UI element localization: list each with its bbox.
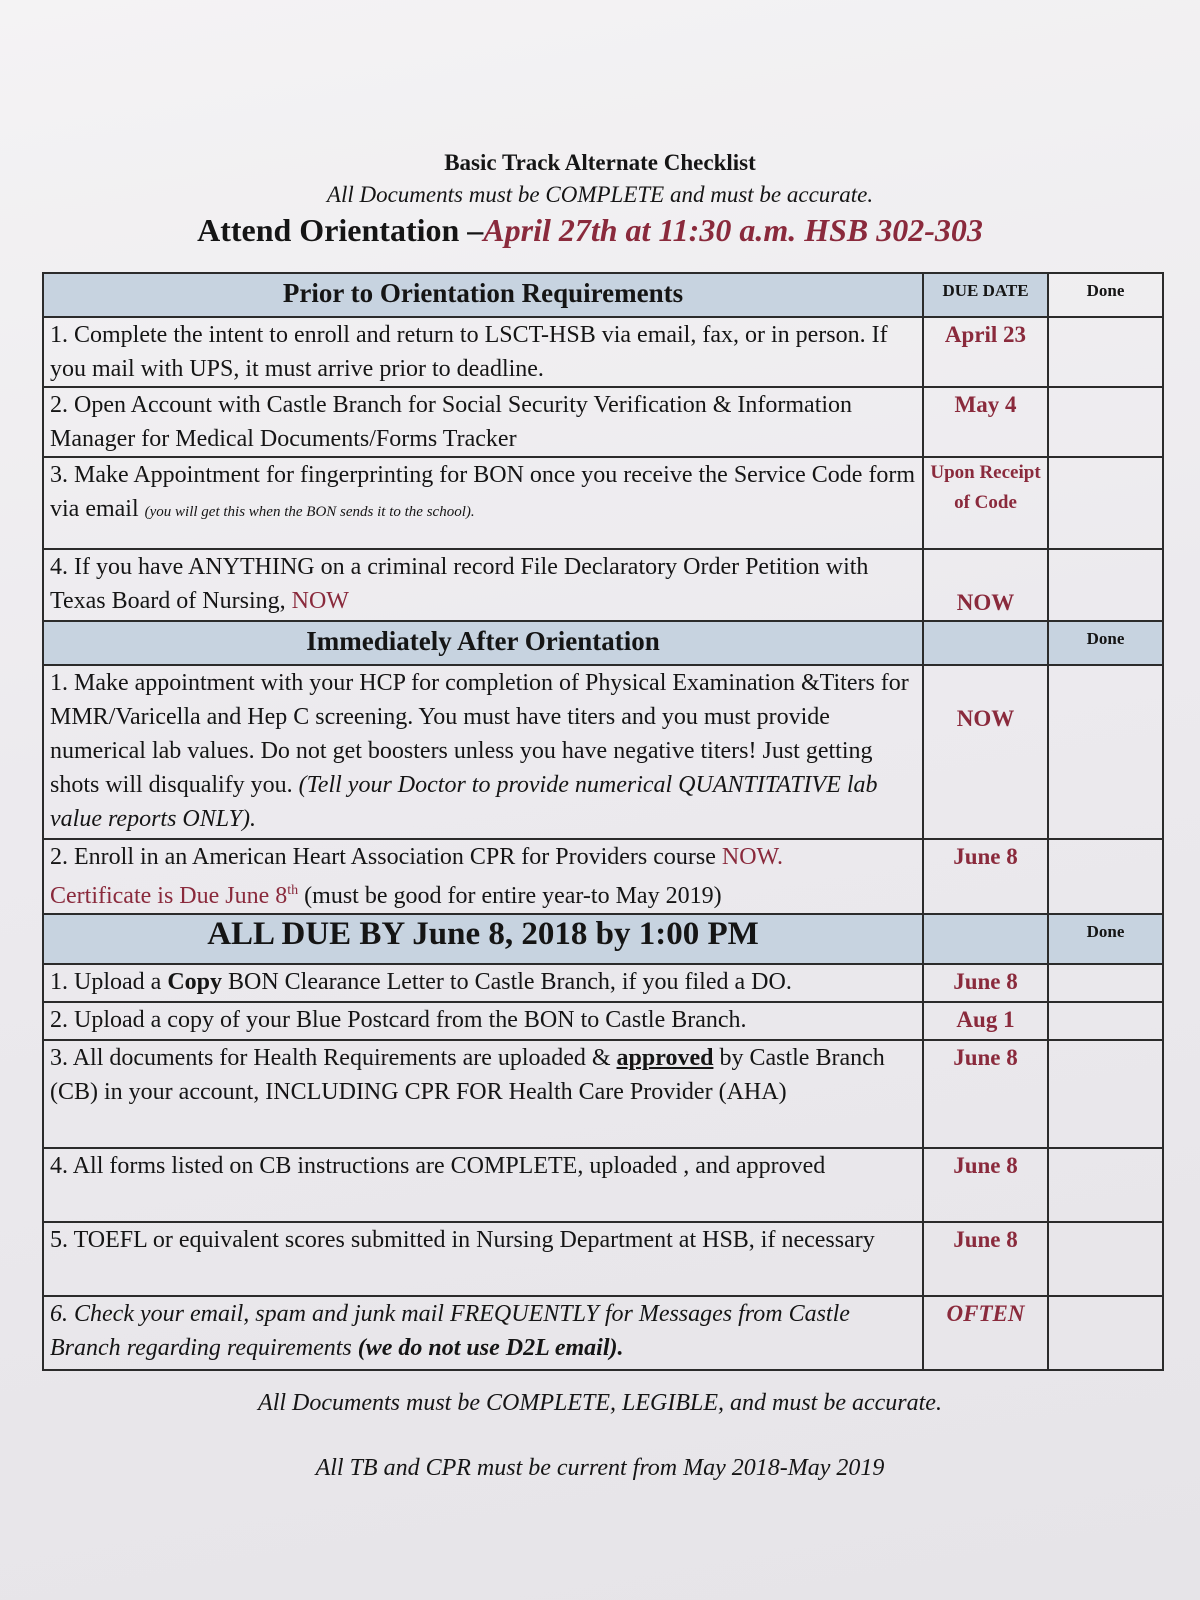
item-text: Open Account with Castle Branch for Social Security Verification & Information Manager for Medical Documents/Forms Tracker — [50, 392, 853, 452]
item-number: 5. — [50, 1227, 68, 1253]
section-header — [43, 273, 1163, 317]
item-number: 2. — [50, 844, 68, 870]
footer-note-documents: All Documents must be COMPLETE, LEGIBLE, and must be accurate. — [258, 1390, 942, 1416]
done-checkbox[interactable] — [1048, 1040, 1163, 1148]
certificate-due-suffix: th — [287, 883, 299, 898]
certificate-note: (must be good for entire year-to May 2019) — [298, 883, 722, 909]
table-row — [43, 839, 1163, 914]
table-row — [43, 457, 1163, 549]
item-number: 3. — [50, 462, 68, 488]
due-date: Upon Receipt of Code — [923, 457, 1048, 549]
due-date: NOW — [923, 665, 1048, 839]
section-title: Prior to Orientation Requirements — [43, 273, 923, 317]
done-checkbox[interactable] — [1048, 1296, 1163, 1370]
requirements-table — [42, 272, 1164, 1371]
item-text: TOEFL or equivalent scores submitted in Nursing Department at HSB, if necessary — [73, 1227, 875, 1253]
requirement-text — [43, 457, 923, 549]
due-date: June 8 — [923, 1040, 1048, 1148]
item-text-highlight: NOW. — [721, 844, 783, 870]
requirement-text — [43, 1002, 923, 1040]
item-number: 6. — [50, 1301, 68, 1327]
item-text: Make appointment with your HCP for completion of Physical Examination &Titers for MMR/Varicella and Hep C screening. You must have titers and you must provide numerical lab values. Do not get boosters unless you have negative titers! Just getting shots will disqualify you. — [50, 670, 909, 798]
done-header: Done — [1048, 914, 1163, 964]
done-checkbox[interactable] — [1048, 665, 1163, 839]
item-number: 1. — [50, 969, 68, 995]
item-text-bold: (we do not use D2L email). — [357, 1335, 624, 1361]
section-title: ALL DUE BY June 8, 2018 by 1:00 PM — [43, 914, 923, 964]
due-date: June 8 — [923, 839, 1048, 914]
item-text: Upload a — [74, 969, 162, 995]
orientation-label: Attend Orientation – — [197, 212, 484, 248]
item-text-underlined: approved — [616, 1045, 714, 1071]
due-date: Aug 1 — [923, 1002, 1048, 1040]
requirement-text — [43, 1222, 923, 1296]
item-number: 1. — [50, 670, 68, 696]
certificate-due-text: Certificate is Due June 8 — [50, 883, 288, 909]
section-header — [43, 621, 1163, 665]
item-number: 2. — [50, 392, 68, 418]
due-date: June 8 — [923, 1148, 1048, 1222]
orientation-detail: April 27th at 11:30 a.m. HSB 302-303 — [483, 212, 983, 248]
item-note: (you will get this when the BON sends it to the school). — [144, 504, 475, 520]
done-checkbox[interactable] — [1048, 1002, 1163, 1040]
table-row — [43, 964, 1163, 1002]
orientation-line — [0, 212, 1190, 249]
due-date: June 8 — [923, 964, 1048, 1002]
footer-note-tb-cpr: All TB and CPR must be current from May 2018-May 2019 — [315, 1455, 885, 1481]
due-date: May 4 — [923, 387, 1048, 457]
item-text: Check your email, spam and junk mail FREQUENTLY for Messages from Castle Branch regarding requirements — [50, 1301, 850, 1361]
item-number: 2. — [50, 1007, 68, 1033]
item-note: (Tell your Doctor to provide numerical QUANTITATIVE lab value reports ONLY). — [50, 772, 878, 832]
table-row — [43, 1002, 1163, 1040]
table-row — [43, 1148, 1163, 1222]
section-header — [43, 914, 1163, 964]
item-number: 3. — [50, 1045, 68, 1071]
item-text-bold: Copy — [167, 969, 222, 995]
due-date: OFTEN — [923, 1296, 1048, 1370]
due-date-header — [923, 621, 1048, 665]
item-text: If you have ANYTHING on a criminal record File Declaratory Order Petition with Texas Board of Nursing, — [50, 554, 869, 614]
page-title: Basic Track Alternate Checklist — [444, 150, 756, 175]
requirement-text — [43, 1040, 923, 1148]
requirement-text — [43, 317, 923, 387]
due-date: June 8 — [923, 1222, 1048, 1296]
requirement-text — [43, 665, 923, 839]
requirement-text — [43, 1148, 923, 1222]
due-date-header: DUE DATE — [923, 273, 1048, 317]
item-text-rest: BON Clearance Letter to Castle Branch, if you filed a DO. — [228, 969, 792, 995]
table-row — [43, 549, 1163, 621]
table-row — [43, 665, 1163, 839]
table-row — [43, 317, 1163, 387]
table-row — [43, 1222, 1163, 1296]
done-checkbox[interactable] — [1048, 839, 1163, 914]
item-number: 1. — [50, 322, 68, 348]
due-date: April 23 — [923, 317, 1048, 387]
table-row — [43, 1296, 1163, 1370]
done-checkbox[interactable] — [1048, 317, 1163, 387]
done-checkbox[interactable] — [1048, 387, 1163, 457]
done-checkbox[interactable] — [1048, 549, 1163, 621]
done-checkbox[interactable] — [1048, 964, 1163, 1002]
done-header: Done — [1048, 273, 1163, 317]
requirement-text — [43, 1296, 923, 1370]
done-checkbox[interactable] — [1048, 1148, 1163, 1222]
requirement-text — [43, 964, 923, 1002]
due-date: NOW — [923, 549, 1048, 621]
item-number: 4. — [50, 554, 68, 580]
item-text: Make Appointment for fingerprinting for BON once you receive the Service Code form via email — [50, 462, 916, 522]
table-row — [43, 387, 1163, 457]
item-number: 4. — [50, 1153, 68, 1179]
table-row — [43, 1040, 1163, 1148]
item-text: Complete the intent to enroll and return to LSCT-HSB via email, fax, or in person. If you mail with UPS, it must arrive prior to deadline. — [50, 322, 888, 382]
section-title: Immediately After Orientation — [43, 621, 923, 665]
requirement-text — [43, 387, 923, 457]
item-text: All documents for Health Requirements are uploaded & — [72, 1045, 611, 1071]
page-subtitle: All Documents must be COMPLETE and must be accurate. — [326, 182, 874, 207]
requirement-text — [43, 839, 923, 914]
done-checkbox[interactable] — [1048, 1222, 1163, 1296]
item-text: Upload a copy of your Blue Postcard from the BON to Castle Branch. — [74, 1007, 747, 1033]
done-header: Done — [1048, 621, 1163, 665]
due-date-header — [923, 914, 1048, 964]
item-text-highlight: NOW — [291, 588, 349, 614]
item-text: Enroll in an American Heart Association CPR for Providers course — [74, 844, 716, 870]
requirement-text — [43, 549, 923, 621]
done-checkbox[interactable] — [1048, 457, 1163, 549]
item-text-rest: by Castle Branch (CB) in your account, INCLUDING CPR FOR Health Care Provider (AHA) — [50, 1045, 885, 1105]
item-text: All forms listed on CB instructions are COMPLETE, uploaded , and approved — [72, 1153, 826, 1179]
